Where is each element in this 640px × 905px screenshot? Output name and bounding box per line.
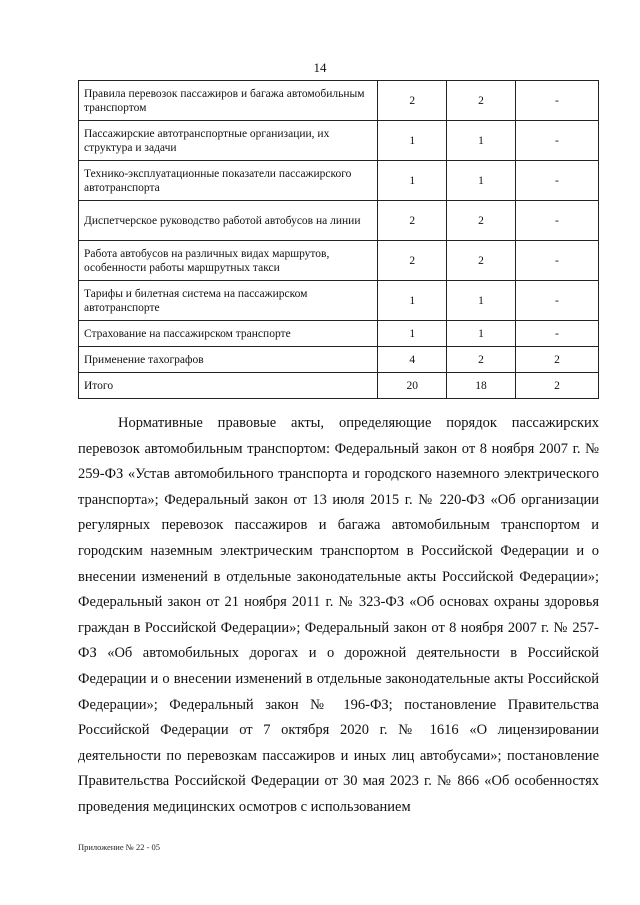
table-cell-topic: Тарифы и билетная система на пассажирском автотранспорте — [79, 281, 378, 321]
table-row — [79, 347, 599, 373]
table-cell-hours-practice: - — [515, 321, 598, 347]
table-row — [79, 121, 599, 161]
hours-table — [78, 80, 599, 399]
table-cell-hours-theory: 1 — [447, 161, 516, 201]
table-cell-hours-total: 1 — [378, 321, 447, 347]
table-cell-hours-total: 2 — [378, 241, 447, 281]
table-cell-topic: Применение тахографов — [79, 347, 378, 373]
table-cell-hours-total: 2 — [378, 81, 447, 121]
table-cell-topic: Работа автобусов на различных видах маршрутов, особенности работы маршрутных такси — [79, 241, 378, 281]
table-cell-hours-total: 1 — [378, 281, 447, 321]
table-cell-hours-practice: - — [515, 121, 598, 161]
table-row — [79, 241, 599, 281]
table-cell-hours-theory: 2 — [447, 201, 516, 241]
table-row — [79, 321, 599, 347]
table-cell-topic: Диспетчерское руководство работой автобусов на линии — [79, 201, 378, 241]
table-cell-hours-practice: - — [515, 241, 598, 281]
table-cell-hours-theory: 18 — [447, 373, 516, 399]
table-cell-hours-practice: 2 — [515, 373, 598, 399]
table-cell-topic: Технико-эксплуатационные показатели пассажирского автотранспорта — [79, 161, 378, 201]
table-cell-hours-practice: - — [515, 201, 598, 241]
table-cell-hours-theory: 1 — [447, 281, 516, 321]
table-row — [79, 81, 599, 121]
page-number: 14 — [313, 60, 327, 75]
footer-appendix-label: Приложение № 22 - 05 — [78, 842, 161, 852]
table-row — [79, 161, 599, 201]
table-cell-hours-practice: - — [515, 281, 598, 321]
table-cell-hours-total: 2 — [378, 201, 447, 241]
table-cell-topic: Страхование на пассажирском транспорте — [79, 321, 378, 347]
table-row — [79, 281, 599, 321]
table-cell-hours-total: 20 — [378, 373, 447, 399]
table-cell-topic: Итого — [79, 373, 378, 399]
table-cell-hours-total: 1 — [378, 161, 447, 201]
table-cell-hours-theory: 1 — [447, 121, 516, 161]
table-cell-hours-practice: 2 — [515, 347, 598, 373]
table-cell-hours-theory: 2 — [447, 81, 516, 121]
table-cell-topic: Правила перевозок пассажиров и багажа автомобильным транспортом — [79, 81, 378, 121]
table-cell-hours-theory: 2 — [447, 241, 516, 281]
legal-acts-paragraph: Нормативные правовые акты, определяющие порядок пассажирских перевозок автомобильным транспортом: Федеральный закон от 8 ноября 2007 г. № 259-ФЗ «Устав автомобильного транспорта и городского наземного электрического транспорта»; Федеральный закон от 13 июля 2015 г. № 220-ФЗ «Об организации регулярных перевозок пассажиров и багажа автомобильным транспортом и городским наземным электрическим транспортом в Российской Федерации и о внесении изменений в отдельные законодательные акты Российской Федерации»; Федеральный закон от 21 ноября 2011 г. № 323-ФЗ «Об основах охраны здоровья граждан в Российской Федерации»; Федеральный закон от 8 ноября 2007 г. № 257-ФЗ «Об автомобильных дорогах и о дорожной деятельности в Российской Федерации и о внесении изменений в отдельные законодательные акты Российской Федерации»; Федеральный закон № 196-ФЗ; постановление Правительства Российской Федерации от 7 октября 2020 г. № 1616 «О лицензировании деятельности по перевозкам пассажиров и иных лиц автобусами»; постановление Правительства Российской Федерации от 30 мая 2023 г. № 866 «Об особенностях проведения медицинских осмотров с использованием — [78, 415, 599, 815]
table-cell-hours-total: 4 — [378, 347, 447, 373]
table-cell-hours-practice: - — [515, 161, 598, 201]
table-cell-hours-theory: 1 — [447, 321, 516, 347]
table-cell-topic: Пассажирские автотранспортные организации, их структура и задачи — [79, 121, 378, 161]
table-cell-hours-total: 1 — [378, 121, 447, 161]
table-cell-hours-theory: 2 — [447, 347, 516, 373]
table-row — [79, 201, 599, 241]
table-row-total — [79, 373, 599, 399]
table-cell-hours-practice: - — [515, 81, 598, 121]
